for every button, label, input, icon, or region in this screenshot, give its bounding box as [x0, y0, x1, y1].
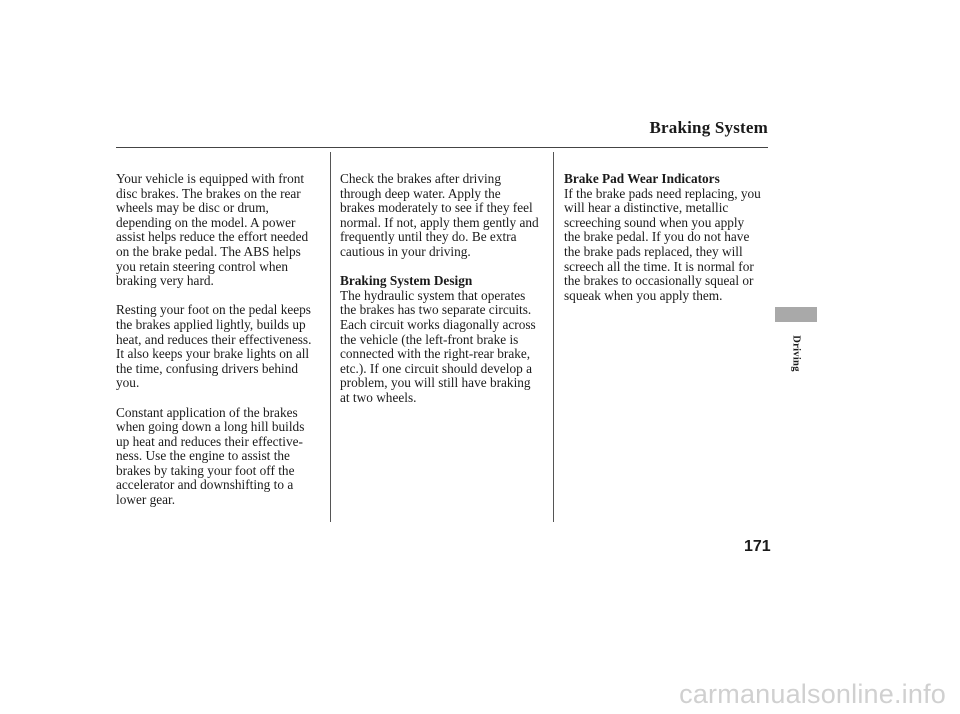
chapter-tab	[775, 307, 817, 322]
paragraph-constant-application: Constant application of the brakes when going down a long hill builds up heat and reduces their effective- ness. Use the engine to assist the brakes by taking your foot off the accelerator and downshifting to a lower gear.	[116, 404, 305, 508]
column-divider	[553, 152, 554, 522]
title-rule	[116, 147, 768, 148]
paragraph-deep-water: Check the brakes after driving through deep water. Apply the brakes moderately to see if they feel normal. If not, apply them gently and frequently until they do. Be extra cautious in your driving.	[340, 171, 539, 259]
column-right	[564, 172, 774, 318]
section-title: Braking System	[649, 118, 768, 137]
paragraph-hydraulic-system: The hydraulic system that operates the brakes has two separate circuits. Each circuit works diagonally across the vehicle (the left-front brake is connected with the right-rear brake, etc.). If one circuit should develop a problem, you will still have braking at two wheels.	[340, 287, 536, 405]
page-number: 171	[744, 538, 771, 555]
column-middle	[340, 172, 550, 420]
paragraph-brake-pad-wear: If the brake pads need replacing, you will hear a distinctive, metallic screeching sound when you apply the brake pedal. If you do not have the brake pads replaced, they will screech all the time. It is normal for the brakes to occasionally squeal or squeak when you apply them.	[564, 185, 761, 303]
watermark: carmanualsonline.info	[679, 679, 946, 709]
paragraph-brakes-overview: Your vehicle is equipped with front disc brakes. The brakes on the rear wheels may be disc or drum, depending on the model. A power assist helps reduce the effort needed on the brake pedal. The ABS helps you retain steering control when braking very hard.	[116, 171, 309, 289]
heading-brake-pad-wear: Brake Pad Wear Indicators	[564, 171, 720, 186]
paragraph-resting-foot: Resting your foot on the pedal keeps the brakes applied lightly, builds up heat, and reduces their effectiveness. It also keeps your brake lights on all the time, confusing drivers behind you.	[116, 302, 312, 391]
column-left	[116, 172, 331, 522]
chapter-label: Driving	[790, 335, 802, 372]
heading-braking-system-design: Braking System Design	[340, 273, 473, 289]
